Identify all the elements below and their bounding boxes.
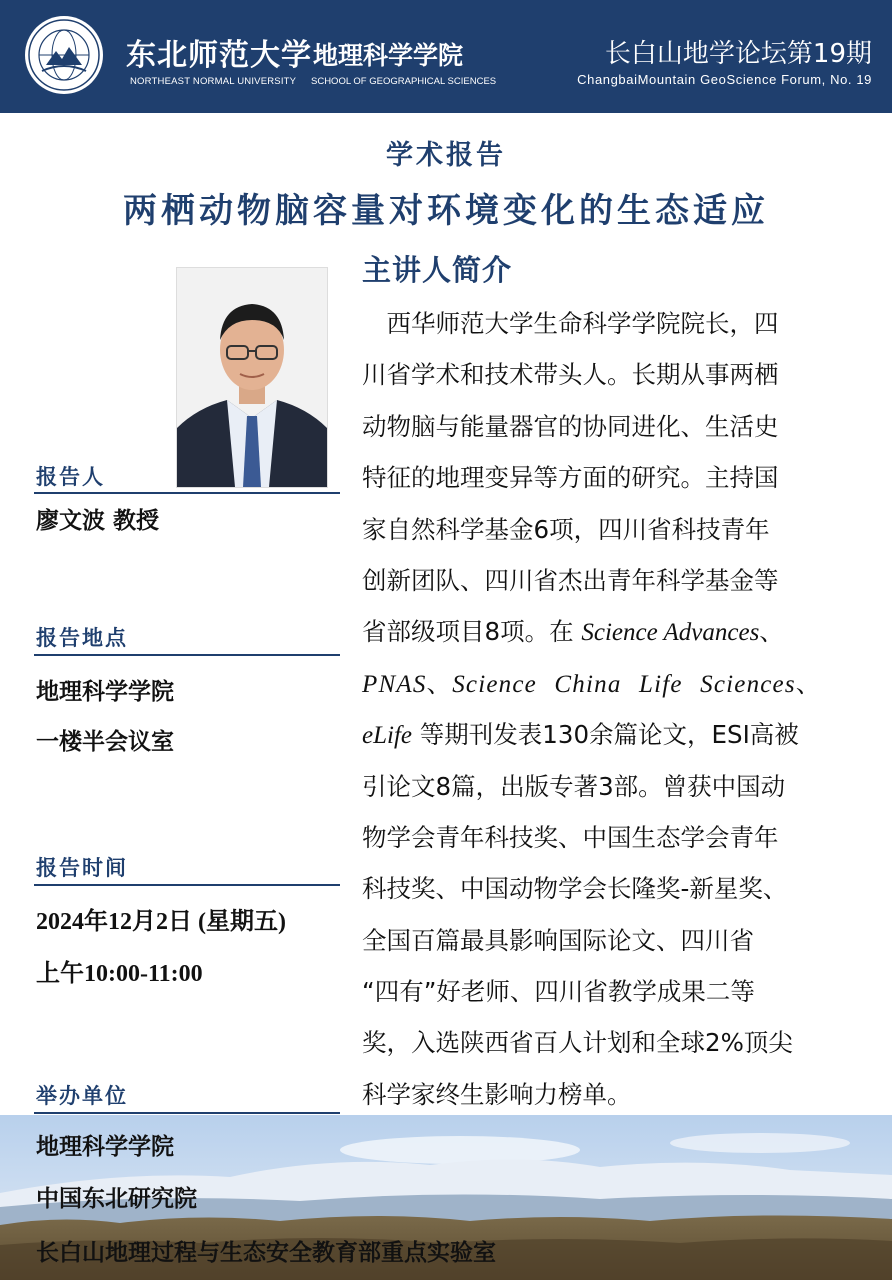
time-date: 2024年12月2日 (星期五) <box>36 909 286 935</box>
bio-line: “四有”好老师、四川省教学成果二等 <box>362 977 755 1007</box>
bio-line <box>362 658 858 709</box>
forum-title-en: ChangbaiMountain GeoScience Forum, No. 19 <box>577 72 872 87</box>
speaker-divider <box>34 492 340 494</box>
host-org-1: 地理科学学院 <box>36 1134 174 1160</box>
speaker-heading: 报告人 <box>36 464 105 489</box>
journal-name: Science China Life Sciences <box>452 670 796 698</box>
bio-line: 动物脑与能量器官的协同进化、生活史 <box>362 411 779 441</box>
bio-line: 物学会青年科技奖、中国生态学会青年 <box>362 822 779 852</box>
bio-line: 家自然科学基金6项，四川省科技青年 <box>362 514 770 544</box>
bio-line: 特征的地理变异等方面的研究。主持国 <box>362 463 779 493</box>
host-org-2: 中国东北研究院 <box>36 1186 197 1212</box>
bio-heading: 主讲人简介 <box>362 253 513 287</box>
bio-line: 川省学术和技术带头人。长期从事两栖 <box>362 360 779 390</box>
university-name-cn: 东北师范大学 <box>126 38 312 73</box>
location-divider <box>34 654 340 656</box>
bio-line: 引论文8篇，出版专著3部。曾获中国动 <box>362 771 786 801</box>
bio-separator: 、 <box>795 668 822 698</box>
speaker-portrait-image <box>177 268 327 487</box>
report-title: 两栖动物脑容量对环境变化的生态适应 <box>123 191 769 231</box>
university-name-en: NORTHEAST NORMAL UNIVERSITY <box>130 76 297 87</box>
bio-line <box>362 606 858 657</box>
bio-line: 奖，入选陕西省百人计划和全球2%顶尖 <box>362 1028 793 1058</box>
bio-separator: 、 <box>426 668 453 698</box>
time-divider <box>34 884 340 886</box>
forum-title-cn: 长白山地学论坛第19期 <box>604 39 872 69</box>
journal-name: Science Advances <box>581 619 760 647</box>
location-line-1: 地理科学学院 <box>36 679 174 705</box>
university-seal-icon <box>24 15 104 95</box>
host-heading: 举办单位 <box>36 1083 128 1108</box>
bio-line-prefix: 省部级项目8项。在 <box>362 617 582 647</box>
bio-separator: 、 <box>759 617 784 647</box>
bio-line: 科技奖、中国动物学会长隆奖-新星奖、 <box>362 874 788 904</box>
host-org-3: 长白山地理过程与生态安全教育部重点实验室 <box>36 1240 496 1266</box>
journal-name: PNAS <box>362 670 427 698</box>
host-divider <box>34 1112 340 1114</box>
bio-text <box>362 298 858 1120</box>
bio-line: 创新团队、四川省杰出青年科学基金等 <box>362 565 779 595</box>
school-name-cn: 地理科学学院 <box>313 41 464 70</box>
bio-line-suffix: 等期刊发表130余篇论文，ESI高被 <box>412 720 799 750</box>
school-name-en: SCHOOL OF GEOGRAPHICAL SCIENCES <box>311 76 497 87</box>
speaker-photo <box>176 267 328 488</box>
bio-line <box>362 709 858 760</box>
location-heading: 报告地点 <box>36 625 128 650</box>
bio-line: 全国百篇最具影响国际论文、四川省 <box>362 925 754 955</box>
bio-line: 科学家终生影响力榜单。 <box>362 1079 632 1109</box>
header-banner <box>0 0 892 113</box>
bio-line: 西华师范大学生命科学学院院长，四 <box>362 309 779 338</box>
speaker-name: 廖文波 教授 <box>36 508 160 534</box>
report-type-label: 学术报告 <box>386 140 506 171</box>
time-heading: 报告时间 <box>36 855 128 880</box>
location-line-2: 一楼半会议室 <box>36 729 174 755</box>
time-hours: 上午10:00-11:00 <box>36 961 203 987</box>
journal-name: eLife <box>362 722 412 750</box>
